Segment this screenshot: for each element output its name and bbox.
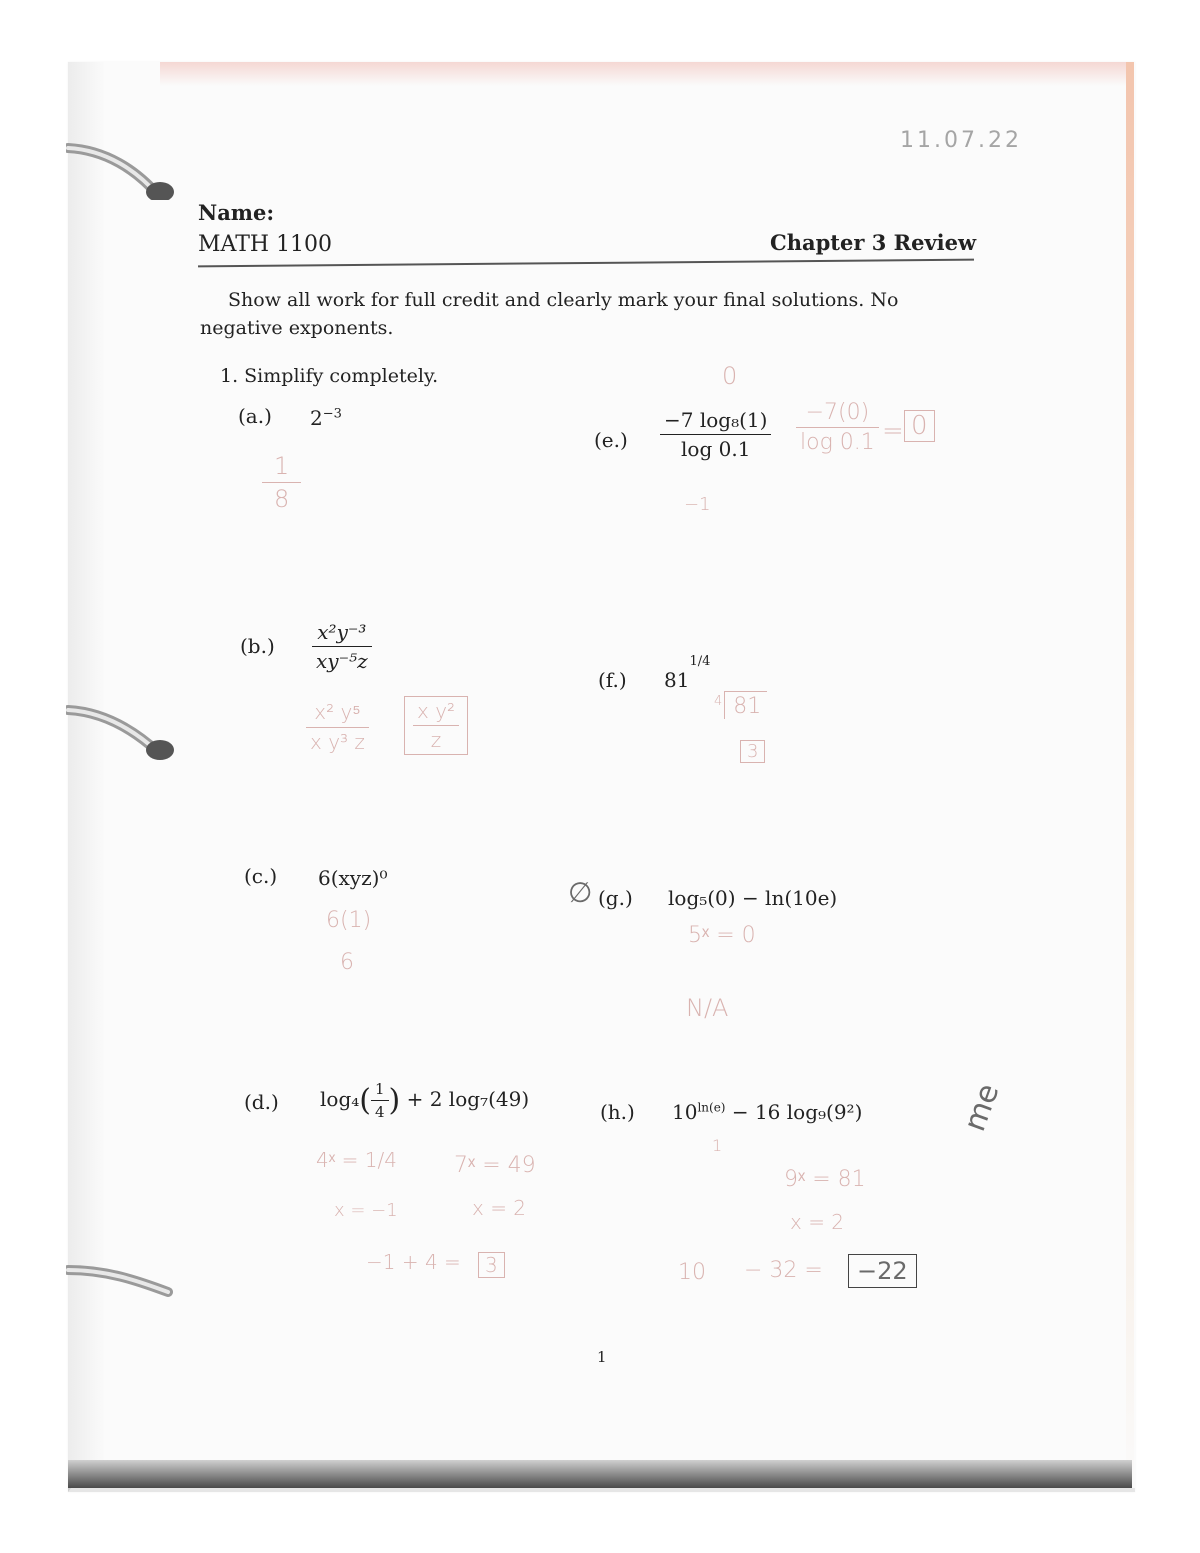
problem-h-answer: −22 (848, 1254, 917, 1288)
paper-sheet (68, 62, 1135, 1492)
problem-c-label: (c.) (244, 864, 278, 888)
problem-e-note-bottom: −1 (684, 494, 711, 515)
problem-g-label: (g.) (598, 886, 633, 910)
problem-g-work-2: N/A (686, 994, 729, 1022)
problem-f-work: $^4$ 81 (714, 694, 767, 719)
problem-b-label: (b.) (240, 634, 275, 658)
problem-d-work-2b: x = 2 (472, 1196, 527, 1220)
problem-d-work-1b: 7ˣ = 49 (454, 1153, 536, 1178)
problem-h-work-3a: 10 (678, 1260, 706, 1285)
problem-h-label: (h.) (600, 1100, 635, 1124)
problem-e-work: $\frac{-7(0)}{\log 0.1}$ (796, 400, 879, 455)
binder-ring-top (66, 140, 176, 200)
problem-g-expression: log₅(0) − ln(10e) (668, 886, 838, 910)
problem-f-label: (f.) (598, 668, 627, 692)
instructions: Show all work for full credit and clearly mark your final solutions. No negative exponents. (200, 289, 899, 339)
problem-h-note-1: 1 (712, 1136, 723, 1155)
course-code: MATH 1100 (198, 232, 333, 257)
problem-c-expression: 6(xyz)⁰ (318, 866, 388, 890)
binder-ring-middle (66, 702, 176, 762)
problem-e-label: (e.) (594, 428, 628, 452)
paper-top-shadow (160, 62, 1132, 86)
problem-b-expression: $\frac{\text{x²y⁻³}}{\text{xy⁻⁵z}}$ (312, 620, 372, 673)
problem-h-work-2: x = 2 (790, 1210, 845, 1234)
problem-b-answer: $\frac{\text{x y²}}{z}$ (404, 696, 468, 755)
question-heading: 1. Simplify completely. (220, 365, 439, 387)
problem-g-work-1: 5ˣ = 0 (688, 923, 756, 948)
name-label: Name: (198, 200, 275, 225)
problem-b-work: $\frac{\text{x² y⁵}}{\text{x y³ z}}$ (306, 700, 369, 754)
problem-d-answer: 3 (478, 1252, 505, 1278)
problem-c-work-2: 6 (340, 950, 354, 975)
problem-d-expression: log₄( $\frac{1}{4}$ ) + 2 log₇(49) (320, 1080, 530, 1121)
problem-a-work: $\frac{1}{8}$ (262, 452, 301, 513)
crossed-mark-icon: ∅ (568, 876, 593, 909)
paper-right-edge (1126, 62, 1134, 1488)
problem-d-work-3: −1 + 4 = (366, 1250, 461, 1274)
problem-a-expression: $2^{-3}$ (310, 406, 342, 430)
problem-e-note-top: 0 (722, 362, 738, 390)
problem-e-answer: 0 (904, 410, 935, 442)
problem-f-answer: 3 (740, 740, 765, 763)
problem-d-label: (d.) (244, 1090, 279, 1114)
problem-f-expression: $81^{1/4}$ (664, 654, 711, 692)
problem-e-equals: = (882, 416, 904, 446)
binder-ring-bottom (66, 1262, 176, 1322)
handwritten-date: 11.07.22 (900, 128, 1022, 153)
problem-e-expression: $\frac{\text{−7 log₈(1)}}{\log 0.1}$ (660, 408, 771, 461)
problem-d-work-1a: 4ˣ = 1/4 (316, 1148, 397, 1172)
problem-d-work-2a: x = −1 (334, 1200, 398, 1221)
problem-c-work-1: 6(1) (326, 908, 372, 933)
problem-h-work-3b: − 32 = (744, 1258, 823, 1283)
problem-h-work-1: 9ˣ = 81 (784, 1167, 866, 1192)
binder-bottom-edge (68, 1460, 1132, 1488)
page-title: Chapter 3 Review (770, 230, 977, 255)
problem-h-expression: $10^{ln(e)} - 16$ log₉(9²) (672, 1100, 863, 1124)
margin-note: me (957, 1079, 1007, 1136)
page-number: 1 (597, 1348, 607, 1366)
problem-a-label: (a.) (238, 404, 272, 428)
